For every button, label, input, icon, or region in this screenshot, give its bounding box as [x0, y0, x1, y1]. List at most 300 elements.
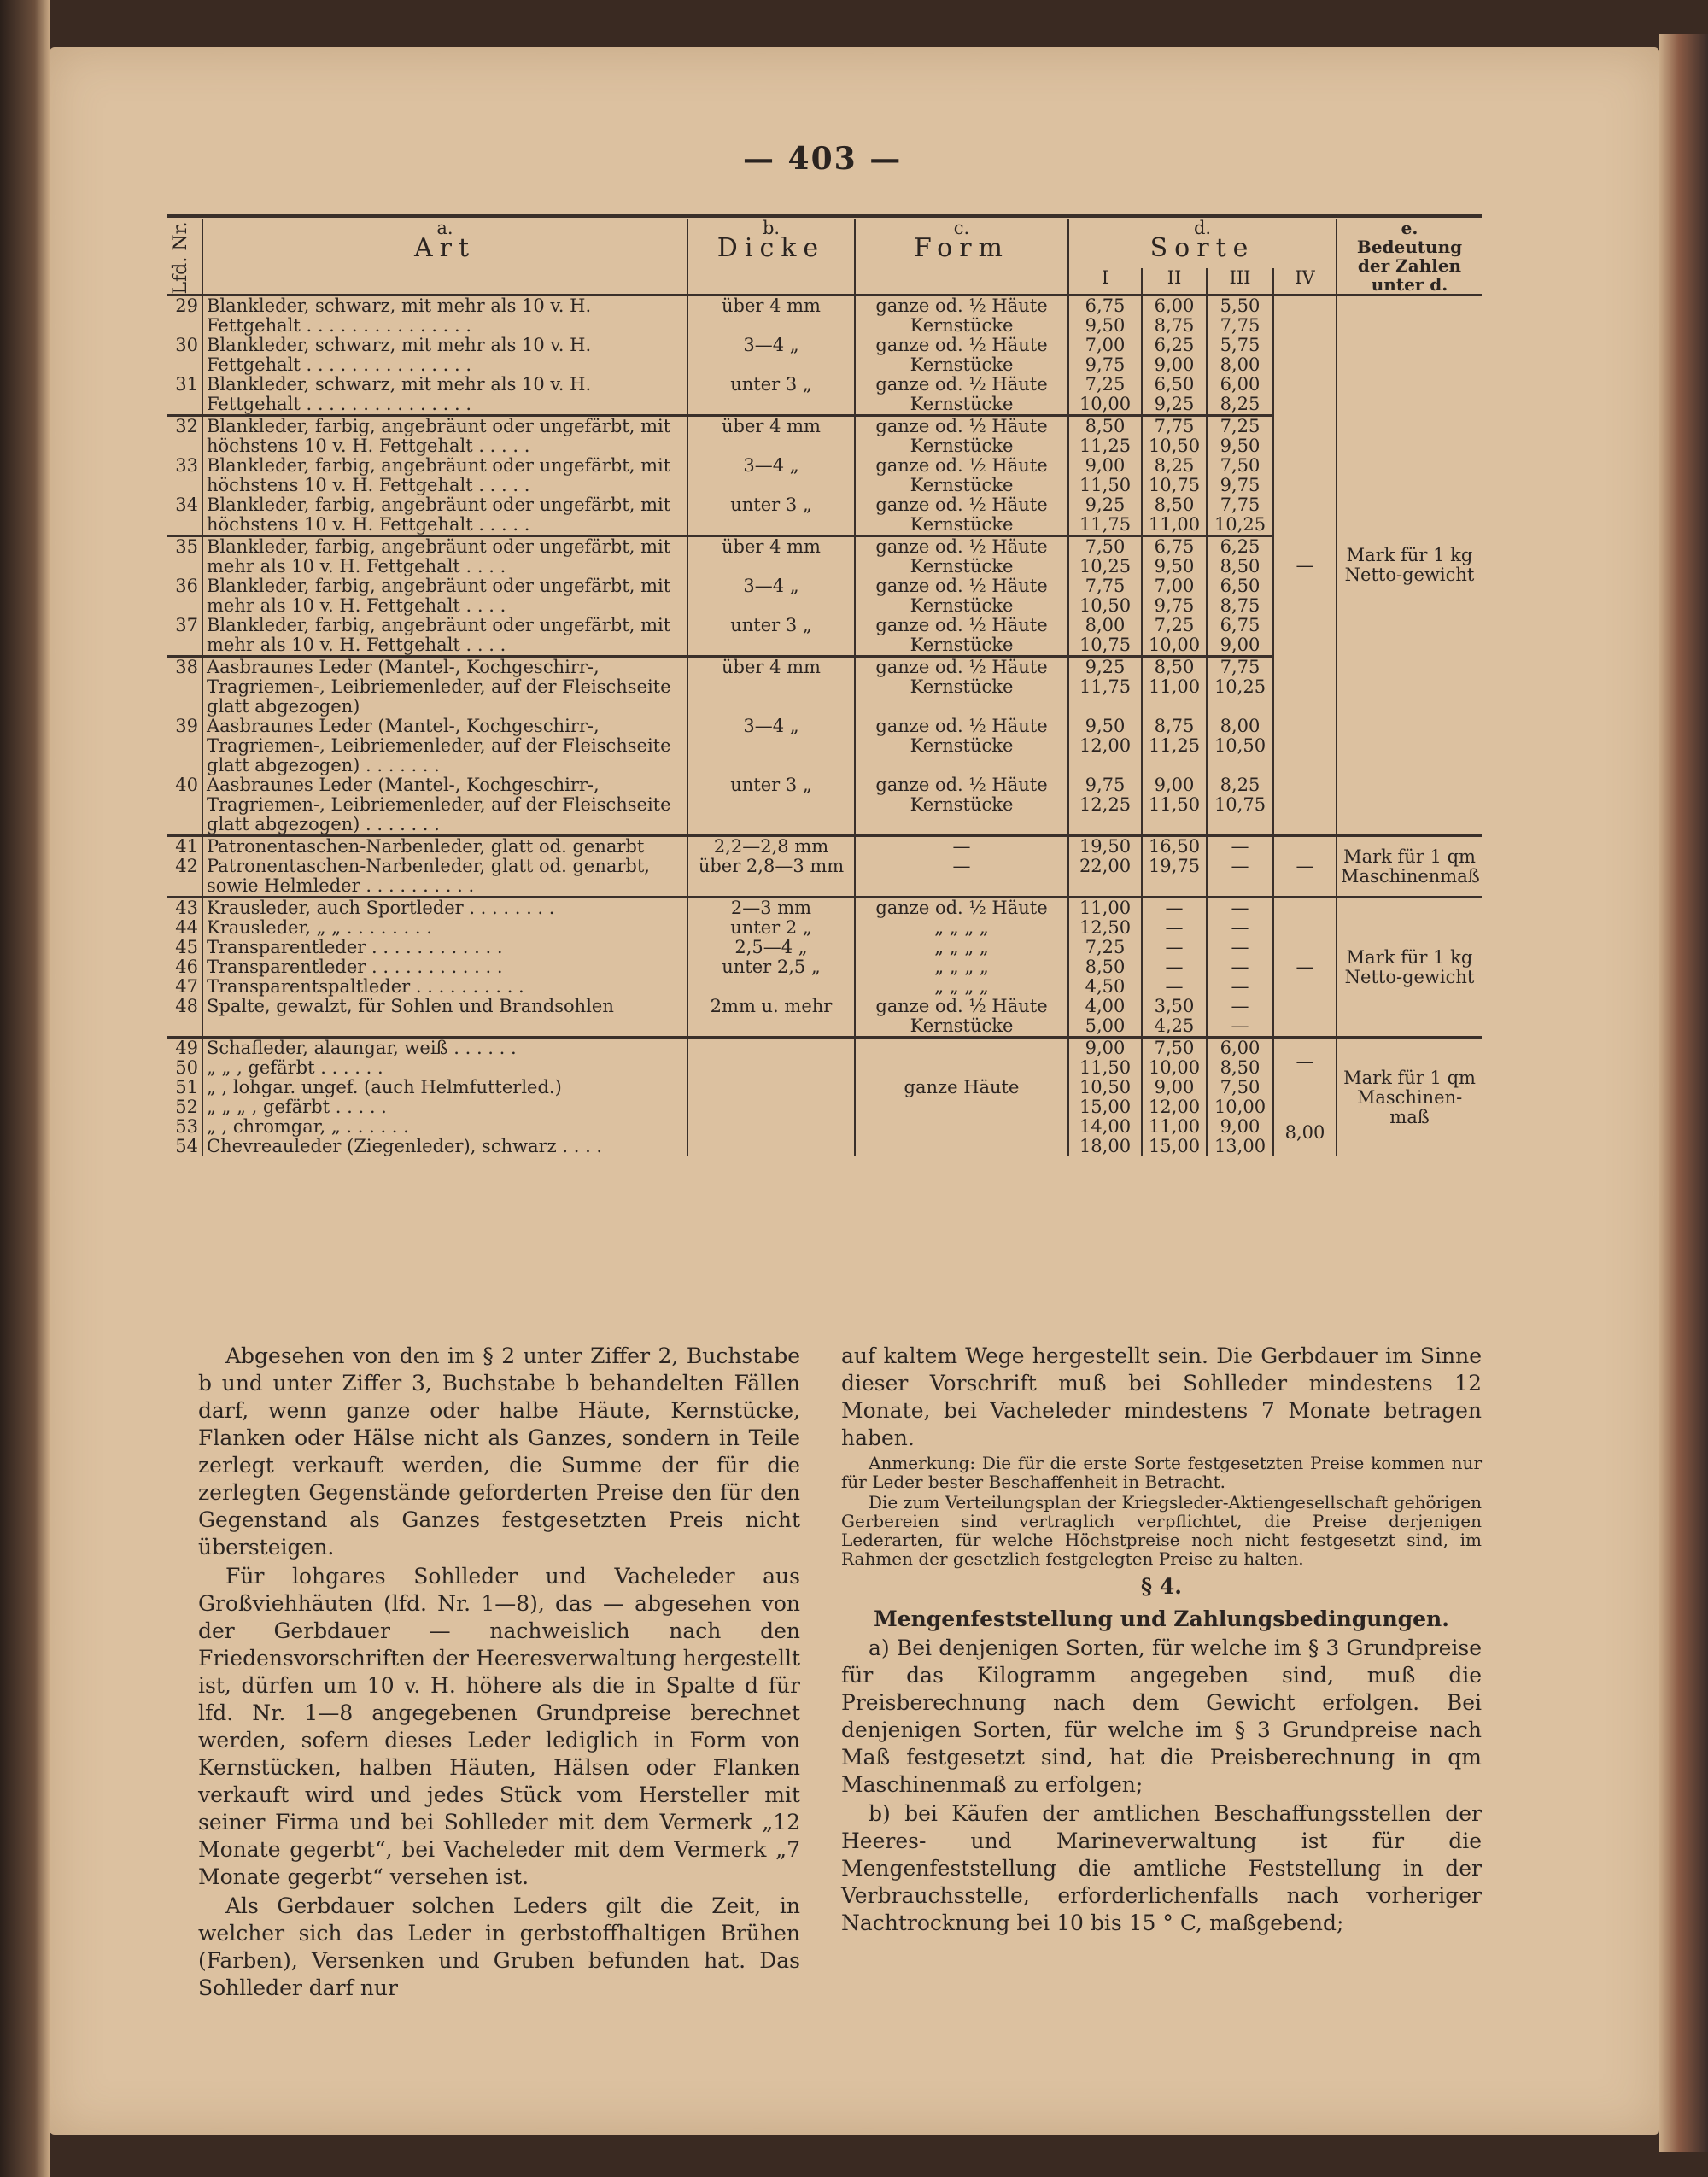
price-value: 7,50	[1154, 1038, 1195, 1058]
cell-sorte-3	[1207, 1137, 1273, 1156]
cell-sorte-1	[1068, 775, 1142, 836]
price-value: 12,25	[1079, 794, 1132, 815]
cell-sorte-2	[1142, 836, 1207, 857]
cell-sorte-3	[1207, 495, 1273, 536]
cell-dicke: über 4 mm	[687, 657, 855, 717]
row-number: 35	[167, 536, 202, 577]
form-line: ganze od. ½ Häute	[875, 335, 1048, 355]
price-value: 6,50	[1154, 374, 1195, 395]
cell-form	[855, 1058, 1068, 1078]
price-value: 8,75	[1220, 595, 1261, 616]
form-line: Kernstücke	[910, 794, 1014, 815]
cell-sorte-2	[1142, 717, 1207, 775]
form-line: ganze od. ½ Häute	[875, 374, 1048, 395]
price-value: 8,50	[1154, 657, 1195, 677]
cell-art: Transparentspaltleder . . . . . . . . . .	[202, 977, 687, 997]
cell-sorte-3	[1207, 1097, 1273, 1117]
price-value: 7,50	[1220, 1077, 1261, 1097]
cell-sorte-2	[1142, 336, 1207, 375]
price-value: 19,75	[1148, 856, 1201, 876]
cell-sorte-2	[1142, 1038, 1207, 1059]
form-line: ganze Häute	[904, 1077, 1020, 1097]
cell-dicke: unter 3 „	[687, 616, 855, 657]
price-value: 4,50	[1085, 976, 1126, 997]
price-value: 11,00	[1148, 1116, 1201, 1137]
cell-dicke	[687, 1097, 855, 1117]
price-value: 10,00	[1148, 1057, 1201, 1078]
row-number: 44	[175, 917, 198, 938]
table-row	[167, 898, 1482, 919]
cell-art: Chevreauleder (Ziegenleder), schwarz . . . .	[202, 1137, 687, 1156]
cell-sorte-1	[1068, 918, 1142, 938]
row-number: 49	[167, 1038, 202, 1059]
cell-bedeutung: Mark für 1 kg Netto-gewicht	[1337, 296, 1482, 836]
cell-sorte-1	[1068, 296, 1142, 336]
cell-sorte-3	[1207, 977, 1273, 997]
cell-form	[855, 775, 1068, 836]
cell-sorte-1	[1068, 977, 1142, 997]
cell-art: Transparentleder . . . . . . . . . . . .	[202, 957, 687, 977]
cell-sorte-1	[1068, 1058, 1142, 1078]
price-value: 9,00	[1220, 635, 1261, 655]
cell-dicke	[687, 1117, 855, 1137]
cell-dicke: 3—4 „	[687, 336, 855, 375]
cell-form	[855, 1117, 1068, 1137]
header-sorte: d. Sorte	[1068, 219, 1337, 268]
price-value: 8,50	[1220, 1057, 1261, 1078]
price-value: 8,00	[1220, 716, 1261, 736]
form-line: ganze od. ½ Häute	[875, 296, 1048, 316]
cell-sorte-2	[1142, 296, 1207, 336]
cell-sorte-3	[1207, 576, 1273, 616]
row-number: 52	[175, 1097, 198, 1117]
cell-sorte-3	[1207, 657, 1273, 717]
form-line: Kernstücke	[910, 595, 1014, 616]
book-edge	[1659, 34, 1708, 2152]
cell-dicke: 2,2—2,8 mm	[687, 836, 855, 857]
price-value: —	[1231, 996, 1249, 1016]
cell-form	[855, 657, 1068, 717]
cell-art: Patronentaschen-Narbenleder, glatt od. genarbt, sowie Helmleder . . . . . . . . . .	[202, 857, 687, 898]
price-value: 8,00	[1085, 615, 1126, 635]
cell-dicke	[687, 1038, 855, 1059]
cell-sorte-3	[1207, 456, 1273, 495]
cell-sorte-3	[1207, 997, 1273, 1038]
cell-form	[855, 536, 1068, 577]
form-line: ganze od. ½ Häute	[875, 615, 1048, 635]
table-body	[167, 296, 1482, 1157]
cell-art: „ , chromgar, „ . . . . . .	[202, 1117, 687, 1137]
price-value: 6,75	[1220, 615, 1261, 635]
cell-sorte-2	[1142, 1058, 1207, 1078]
price-value: —	[1231, 836, 1249, 857]
cell-sorte-3	[1207, 1078, 1273, 1097]
cell-form	[855, 836, 1068, 857]
form-line: —	[952, 856, 971, 876]
row-number: 33	[175, 455, 198, 476]
price-value: 10,00	[1214, 1097, 1266, 1117]
cell-form	[855, 616, 1068, 657]
cell-dicke: 3—4 „	[687, 456, 855, 495]
row-number: 46	[175, 957, 198, 977]
row-number: 48	[175, 996, 198, 1016]
price-value: 9,75	[1220, 475, 1261, 495]
price-value: —	[1165, 917, 1184, 938]
cell-art: „ „ , gefärbt . . . . . .	[202, 1058, 687, 1078]
cell-form	[855, 857, 1068, 898]
price-value: 8,75	[1154, 315, 1195, 336]
cell-sorte-1	[1068, 576, 1142, 616]
cell-art: Blankleder, farbig, angebräunt oder ungefärbt, mit mehr als 10 v. H. Fettgehalt . . . .	[202, 616, 687, 657]
cell-sorte-4: —	[1273, 898, 1337, 1038]
cell-dicke	[687, 1058, 855, 1078]
cell-art: Aasbraunes Leder (Mantel-, Kochgeschirr-, Tragriemen-, Leibriemenleder, auf der Fleischseite glatt abgezogen) . . . . . . .	[202, 775, 687, 836]
price-value: 12,50	[1079, 917, 1132, 938]
cell-art: Blankleder, farbig, angebräunt oder ungefärbt, mit höchstens 10 v. H. Fettgehalt . . . . .	[202, 495, 687, 536]
left-column	[198, 1343, 800, 2004]
cell-sorte-3	[1207, 717, 1273, 775]
cell-form	[855, 957, 1068, 977]
book-spine	[0, 0, 50, 2177]
price-value: 8,25	[1220, 775, 1261, 795]
cell-dicke	[687, 977, 855, 997]
price-value: 9,50	[1220, 436, 1261, 456]
price-value: 15,00	[1079, 1097, 1132, 1117]
price-value: 9,50	[1154, 556, 1195, 576]
page-number: — 403 —	[743, 141, 903, 177]
form-line: Kernstücke	[910, 436, 1014, 456]
cell-sorte-2	[1142, 416, 1207, 457]
header-sorte-4: IV	[1273, 268, 1337, 295]
cell-form	[855, 456, 1068, 495]
price-value: 6,50	[1220, 576, 1261, 596]
row-number: 42	[175, 856, 198, 876]
cell-sorte-2	[1142, 375, 1207, 416]
cell-art: Aasbraunes Leder (Mantel-, Kochgeschirr-, Tragriemen-, Leibriemenleder, auf der Fleischseite glatt abgezogen) . . . . . . .	[202, 717, 687, 775]
cell-form	[855, 336, 1068, 375]
price-value: 11,00	[1148, 676, 1201, 697]
price-value: 5,75	[1220, 335, 1261, 355]
paragraph-b: b) bei Käufen der amtlichen Beschaffungsstellen der Heeres- und Marineverwaltung ist für die Mengenfeststellung die amtliche Feststellung in der Verbrauchsstelle, erforderlichenfalls nach vorheriger Nachtrocknung bei 10 bis 15 ° C, maßgebend;	[841, 1801, 1482, 1935]
cell-art: Blankleder, farbig, angebräunt oder ungefärbt, mit mehr als 10 v. H. Fettgehalt . . . .	[202, 576, 687, 616]
cell-art: „ „ „ , gefärbt . . . . .	[202, 1097, 687, 1117]
cell-form	[855, 1137, 1068, 1156]
price-value: 6,00	[1220, 374, 1261, 395]
price-value: 9,00	[1085, 1038, 1126, 1058]
cell-sorte-3	[1207, 918, 1273, 938]
cell-dicke: über 4 mm	[687, 296, 855, 336]
price-value: 7,25	[1220, 416, 1261, 436]
cell-sorte-3	[1207, 616, 1273, 657]
cell-dicke: über 4 mm	[687, 416, 855, 457]
cell-bedeutung: Mark für 1 qm Maschinen-maß	[1337, 1038, 1482, 1157]
cell-art: Transparentleder . . . . . . . . . . . .	[202, 938, 687, 957]
price-value: 7,25	[1085, 937, 1126, 957]
price-value: 19,50	[1079, 836, 1132, 857]
price-value: —	[1231, 937, 1249, 957]
cell-dicke: über 2,8—3 mm	[687, 857, 855, 898]
price-value: 7,75	[1220, 315, 1261, 336]
cell-sorte-3	[1207, 775, 1273, 836]
row-number: 40	[175, 775, 198, 795]
cell-form	[855, 375, 1068, 416]
cell-sorte-4: —	[1273, 836, 1337, 898]
cell-sorte-1	[1068, 657, 1142, 717]
price-value: 11,75	[1079, 514, 1132, 535]
price-value: 6,00	[1220, 1038, 1261, 1058]
cell-form	[855, 296, 1068, 336]
price-value: 8,50	[1085, 416, 1126, 436]
price-value: 16,50	[1148, 836, 1201, 857]
header-sorte-3: III	[1207, 268, 1273, 295]
cell-sorte-2	[1142, 957, 1207, 977]
price-value: 9,25	[1154, 394, 1195, 414]
cell-sorte-1	[1068, 1038, 1142, 1059]
price-value: —	[1231, 856, 1249, 876]
price-table	[167, 219, 1482, 1156]
price-value: 11,50	[1148, 794, 1201, 815]
price-value: 8,00	[1220, 354, 1261, 375]
cell-sorte-3	[1207, 536, 1273, 577]
form-line: Kernstücke	[910, 635, 1014, 655]
cell-art: Aasbraunes Leder (Mantel-, Kochgeschirr-, Tragriemen-, Leibriemenleder, auf der Fleischseite glatt abgezogen)	[202, 657, 687, 717]
price-value: 10,50	[1148, 436, 1201, 456]
cell-sorte-3	[1207, 375, 1273, 416]
note-2: Die zum Verteilungsplan der Kriegsleder-Aktiengesellschaft gehörigen Gerbereien sind vertraglich verpflichtet, die Preise derjenigen Lederarten, für welche Höchstpreise noch nicht festgesetzt sind, im Rahmen der gesetzlich festgelegten Preise zu halten.	[841, 1492, 1482, 1569]
row-number: 32	[167, 416, 202, 457]
form-line: „ „ „ „	[934, 976, 989, 997]
price-value: 13,00	[1214, 1136, 1266, 1156]
row-number: 36	[175, 576, 198, 596]
table-top-rule	[167, 214, 1482, 218]
cell-sorte-2	[1142, 657, 1207, 717]
cell-sorte-2	[1142, 1078, 1207, 1097]
price-value: 7,75	[1220, 495, 1261, 515]
price-value: 10,50	[1079, 595, 1132, 616]
form-line: ganze od. ½ Häute	[875, 455, 1048, 476]
price-value: 11,50	[1079, 475, 1132, 495]
cell-sorte-2	[1142, 1137, 1207, 1156]
cell-sorte-1	[1068, 616, 1142, 657]
cell-art: Schafleder, alaungar, weiß . . . . . .	[202, 1038, 687, 1059]
form-line: ganze od. ½ Häute	[875, 416, 1048, 436]
price-value: —	[1165, 957, 1184, 977]
price-value: 10,25	[1079, 556, 1132, 576]
cell-sorte-3	[1207, 1038, 1273, 1059]
cell-dicke: 2—3 mm	[687, 898, 855, 919]
header-nr: Lfd. Nr.	[167, 219, 202, 296]
cell-sorte-1	[1068, 836, 1142, 857]
form-line: „ „ „ „	[934, 957, 989, 977]
cell-sorte-1	[1068, 1097, 1142, 1117]
price-value: 5,50	[1220, 296, 1261, 316]
cell-art: Spalte, gewalzt, für Sohlen und Brandsohlen	[202, 997, 687, 1038]
cell-sorte-2	[1142, 997, 1207, 1038]
cell-sorte-1	[1068, 717, 1142, 775]
cell-dicke: über 4 mm	[687, 536, 855, 577]
cell-dicke: unter 3 „	[687, 375, 855, 416]
price-value: 6,25	[1154, 335, 1195, 355]
cell-sorte-3	[1207, 336, 1273, 375]
price-value: 10,75	[1148, 475, 1201, 495]
cell-sorte-1	[1068, 336, 1142, 375]
row-number: 31	[175, 374, 198, 395]
cell-form	[855, 1078, 1068, 1097]
price-value: 7,75	[1085, 576, 1126, 596]
cell-art: Blankleder, schwarz, mit mehr als 10 v. H. Fettgehalt . . . . . . . . . . . . . . .	[202, 375, 687, 416]
price-value: —	[1231, 898, 1249, 918]
cell-sorte-1	[1068, 416, 1142, 457]
cell-sorte-1	[1068, 375, 1142, 416]
cell-sorte-3	[1207, 836, 1273, 857]
cell-sorte-1	[1068, 957, 1142, 977]
cell-form	[855, 977, 1068, 997]
cell-sorte-2	[1142, 536, 1207, 577]
row-number: 39	[175, 716, 198, 736]
cell-sorte-2	[1142, 938, 1207, 957]
cell-sorte-1	[1068, 536, 1142, 577]
cell-sorte-2	[1142, 495, 1207, 536]
row-number: 30	[175, 335, 198, 355]
cell-dicke: 2mm u. mehr	[687, 997, 855, 1038]
cell-dicke: 3—4 „	[687, 717, 855, 775]
cell-sorte-1	[1068, 1078, 1142, 1097]
table-row	[167, 296, 1482, 336]
header-sorte-2: II	[1142, 268, 1207, 295]
form-line: ganze od. ½ Häute	[875, 716, 1048, 736]
form-line: ganze od. ½ Häute	[875, 775, 1048, 795]
cell-art: Blankleder, schwarz, mit mehr als 10 v. H. Fettgehalt . . . . . . . . . . . . . . .	[202, 296, 687, 336]
form-line: ganze od. ½ Häute	[875, 536, 1048, 557]
cell-sorte-1	[1068, 456, 1142, 495]
price-value: 7,00	[1085, 335, 1126, 355]
left-paragraph-1: Abgesehen von den im § 2 unter Ziffer 2, Buchstabe b und unter Ziffer 3, Buchstabe b behandelten Fällen darf, wenn ganze oder halbe Häute, Kernstücke, Flanken oder Hälse nicht als Ganzes, sondern in Teile zerlegt verkauft werden, die Summe der für die zerlegten Gegenstände geforderten Preise den für den Gegenstand als Ganzes festgesetzten Preis nicht übersteigen.	[198, 1343, 800, 1560]
cell-sorte-3	[1207, 1058, 1273, 1078]
price-value: 6,00	[1154, 296, 1195, 316]
price-value: 10,75	[1214, 794, 1266, 815]
price-value: 6,75	[1085, 296, 1126, 316]
price-value: 18,00	[1079, 1136, 1132, 1156]
cell-sorte-4: — 8,00	[1273, 1038, 1337, 1157]
price-value: 7,50	[1220, 455, 1261, 476]
cell-sorte-2	[1142, 918, 1207, 938]
price-value: 7,75	[1154, 416, 1195, 436]
price-value: 8,75	[1154, 716, 1195, 736]
form-line: Kernstücke	[910, 735, 1014, 756]
price-value: —	[1165, 898, 1184, 918]
header-dicke: b. Dicke	[687, 219, 855, 296]
form-line: „ „ „ „	[934, 917, 989, 938]
price-value: 10,50	[1214, 735, 1266, 756]
cell-sorte-1	[1068, 495, 1142, 536]
price-value-sorte-4: 8,00	[1284, 1122, 1325, 1143]
price-value: 9,25	[1085, 495, 1126, 515]
cell-sorte-2	[1142, 576, 1207, 616]
cell-sorte-2	[1142, 456, 1207, 495]
price-value: 9,00	[1220, 1116, 1261, 1137]
cell-art: Blankleder, schwarz, mit mehr als 10 v. H. Fettgehalt . . . . . . . . . . . . . . .	[202, 336, 687, 375]
price-value: 9,75	[1085, 354, 1126, 375]
form-line: „ „ „ „	[934, 937, 989, 957]
price-value: 8,50	[1085, 957, 1126, 977]
cell-sorte-4: —	[1273, 296, 1337, 836]
table-header-row	[167, 219, 1482, 268]
left-paragraph-2: Für lohgares Sohlleder und Vacheleder aus Großviehhäuten (lfd. Nr. 1—8), das — abgesehen von der Gerbdauer — nachweislich nach den Friedensvorschriften der Heeresverwaltung hergestellt ist, dürfen um 10 v. H. höhere als die in Spalte d für lfd. Nr. 1—8 angegebenen Grundpreise berechnet werden, sofern dieses Leder lediglich in Form von Kernstücken, halben Häuten, Hälsen oder Flanken verkauft wird und jedes Stück vom Hersteller mit seiner Firma und bei Sohlleder mit dem Vermerk „12 Monate gegerbt“, bei Vacheleder mit dem Vermerk „7 Monate gegerbt“ versehen ist.	[198, 1564, 800, 1889]
price-value: 10,50	[1079, 1077, 1132, 1097]
table-row	[167, 836, 1482, 857]
cell-sorte-1	[1068, 898, 1142, 919]
form-line: ganze od. ½ Häute	[875, 898, 1048, 918]
cell-bedeutung: Mark für 1 qm Maschinenmaß	[1337, 836, 1482, 898]
price-value: —	[1231, 976, 1249, 997]
cell-sorte-3	[1207, 416, 1273, 457]
price-value: —	[1165, 937, 1184, 957]
cell-sorte-2	[1142, 898, 1207, 919]
left-paragraph-3: Als Gerbdauer solchen Leders gilt die Zeit, in welcher sich das Leder in gerbstoffhaltigen Brühen (Farben), Versenken und Gruben befunden hat. Das Sohlleder darf nur	[198, 1893, 800, 2000]
price-value: 5,00	[1085, 1015, 1126, 1036]
form-line: ganze od. ½ Häute	[875, 495, 1048, 515]
header-form: c. Form	[855, 219, 1068, 296]
cell-dicke: 2,5—4 „	[687, 938, 855, 957]
paragraph-a: a) Bei denjenigen Sorten, für welche im § 3 Grundpreise für das Kilogramm angegeben sind, muß die Preisberechnung nach dem Gewicht erfolgen. Bei denjenigen Sorten, für welche im § 3 Grundpreise nach Maß festgesetzt sind, hat die Preisberechnung in qm Maschinenmaß zu erfolgen;	[841, 1636, 1482, 1797]
price-value: 9,00	[1085, 455, 1126, 476]
cell-dicke: unter 3 „	[687, 775, 855, 836]
cell-form	[855, 416, 1068, 457]
price-value: —	[1165, 976, 1184, 997]
cell-sorte-2	[1142, 857, 1207, 898]
cell-form	[855, 938, 1068, 957]
cell-form	[855, 898, 1068, 919]
cell-form	[855, 576, 1068, 616]
price-value: 15,00	[1148, 1136, 1201, 1156]
cell-sorte-2	[1142, 1097, 1207, 1117]
price-value: —	[1231, 917, 1249, 938]
form-line: Kernstücke	[910, 1015, 1014, 1036]
price-value: —	[1231, 957, 1249, 977]
cell-sorte-1	[1068, 857, 1142, 898]
section-title: Mengenfeststellung und Zahlungsbedingungen.	[874, 1606, 1449, 1631]
price-value: 7,50	[1085, 536, 1126, 557]
row-number: 47	[175, 976, 198, 997]
cell-art: „ , lohgar. ungef. (auch Helmfutterled.)	[202, 1078, 687, 1097]
price-value: 9,50	[1085, 315, 1126, 336]
row-number: 50	[175, 1057, 198, 1078]
price-value: 9,00	[1154, 1077, 1195, 1097]
right-column	[841, 1343, 1482, 1939]
price-value: 6,75	[1154, 536, 1195, 557]
cell-sorte-3	[1207, 938, 1273, 957]
cell-form	[855, 495, 1068, 536]
cell-art: Patronentaschen-Narbenleder, glatt od. genarbt	[202, 836, 687, 857]
cell-dicke: 3—4 „	[687, 576, 855, 616]
cell-sorte-2	[1142, 977, 1207, 997]
price-value: 12,00	[1148, 1097, 1201, 1117]
price-value: 11,00	[1148, 514, 1201, 535]
price-value: 7,00	[1154, 576, 1195, 596]
price-value: 7,25	[1154, 615, 1195, 635]
cell-art: Blankleder, farbig, angebräunt oder ungefärbt, mit höchstens 10 v. H. Fettgehalt . . . . .	[202, 456, 687, 495]
cell-form	[855, 717, 1068, 775]
cell-sorte-1	[1068, 938, 1142, 957]
row-number: 54	[175, 1136, 198, 1156]
price-value: 10,25	[1214, 514, 1266, 535]
price-value: 11,00	[1079, 898, 1132, 918]
cell-art: Blankleder, farbig, angebräunt oder ungefärbt, mit höchstens 10 v. H. Fettgehalt . . . . .	[202, 416, 687, 457]
price-value: 10,75	[1079, 635, 1132, 655]
header-bedeutung: e. Bedeutung der Zahlen unter d.	[1337, 219, 1482, 296]
price-value: 9,50	[1085, 716, 1126, 736]
cell-dicke	[687, 1137, 855, 1156]
